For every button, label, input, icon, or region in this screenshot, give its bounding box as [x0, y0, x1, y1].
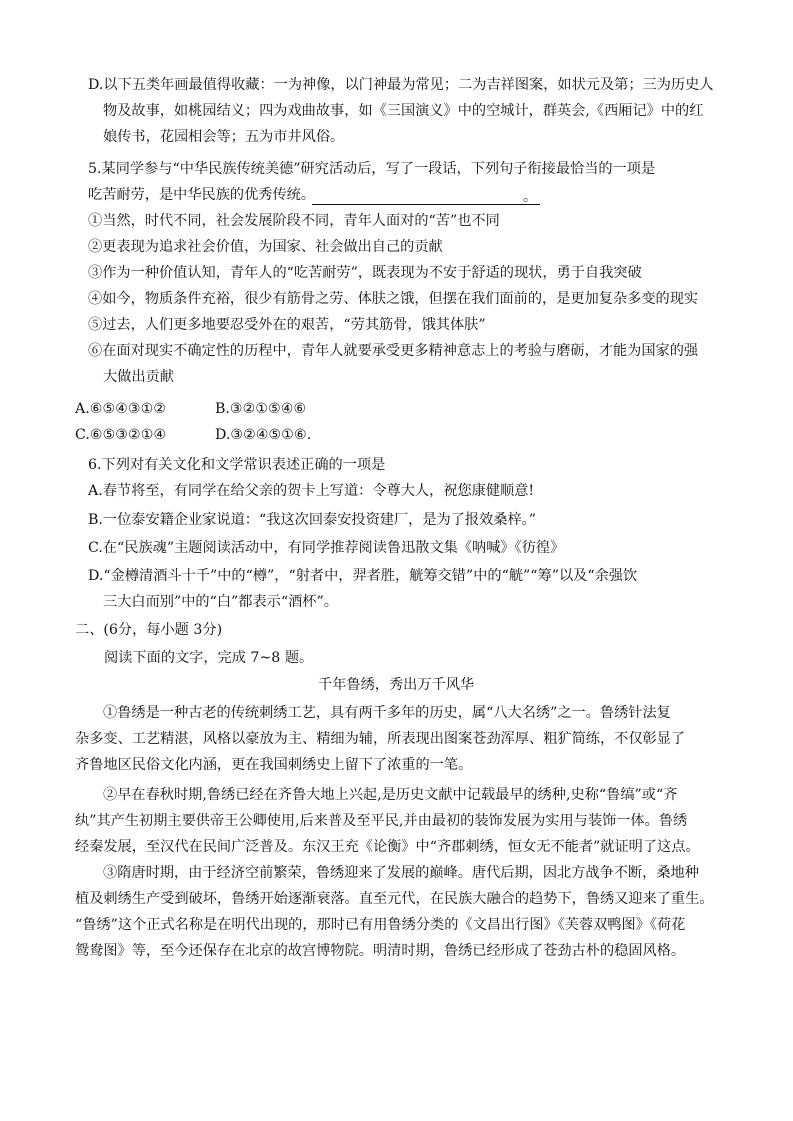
q5-stem: 5.某同学参与“中华民族传统美德”研究活动后，写了一段话，下列句子衔接最恰当的一项是: [88, 161, 656, 177]
q5-option-d: D.③②④⑤①⑥.: [215, 427, 312, 443]
paragraph-3-line1: ③隋唐时期，由于经济空前繁荣，鲁绣迎来了发展的巅峰。唐代后期，因北方战争不断，桑地种: [103, 865, 699, 881]
paragraph-1-line2: 杂多变、工艺精湛，风格以豪放为主、精细为辅，所表现出图案苍劲浑厚、粗犷简练，不仅彰显了: [75, 731, 686, 747]
q6-stem: 6.下列对有关文化和文学常识表述正确的一项是: [88, 457, 386, 473]
q6-option-a: A.春节将至，有同学在给父亲的贺卡上写道：令尊大人，祝您康健顺意!: [88, 483, 535, 499]
q5-sentence-6-line2: 大做出贡献: [103, 369, 174, 385]
article-title: 千年鲁绣，秀出万千风华: [318, 677, 475, 693]
q5-sentence-3: ③作为一种价值认知，青年人的“吃苦耐劳”，既表现为不安于舒适的现状，勇于自我突破: [88, 265, 642, 281]
reading-instruction: 阅读下面的文字，完成 7~8 题。: [104, 650, 314, 666]
q5-lead-sentence: 吃苦耐劳，是中华民族的优秀传统。: [88, 187, 316, 203]
q5-sentence-4: ④如今，物质条件充裕，很少有筋骨之劳、体肤之饿，但摆在我们面前的，是更加复杂多变的现实: [88, 291, 699, 307]
q5-sentence-2: ②更表现为追求社会价值，为国家、社会做出自己的贡献: [88, 239, 443, 255]
q5-sentence-6-line1: ⑥在面对现实不确定性的历程中，青年人就要承受更多精神意志上的考验与磨砺，才能为国家的强: [88, 343, 699, 359]
paragraph-2-line3: 经秦发展，至汉代在民间广泛普及。东汉王充《论衡》中“齐郡刺绣，恒女无不能者”就证明了这点。: [75, 839, 700, 855]
q4-option-d-line1: D.以下五类年画最值得收藏：一为神像，以门神最为常见；二为吉祥图案，如状元及第；三为历史人: [88, 77, 714, 93]
q4-option-d-line2: 物及故事，如桃园结义；四为戏曲故事，如《三国演义》中的空城计，群英会,《西厢记》中的红: [103, 103, 704, 119]
paragraph-2-line1: ②早在春秋时期,鲁绣已经在齐鲁大地上兴起,是历史文献中记载最早的绣种,史称“鲁缟”或“齐: [103, 787, 678, 803]
paragraph-2-line2: 纨”其产生初期主要供帝王公卿使用,后来普及至平民,并由最初的装饰发展为实用与装饰一体。鲁绣: [75, 813, 688, 829]
paragraph-3-line3: “鲁绣”这个正式名称是在明代出现的，那时已有用鲁绣分类的《文昌出行图》《芙蓉双鸭图》《荷花: [75, 917, 686, 933]
q6-option-c: C.在“民族魂”主题阅读活动中，有同学推荐阅读鲁迅散文集《呐喊》《彷徨》: [88, 540, 565, 556]
q5-answer-blank: [312, 189, 540, 205]
q6-option-d-line2: 三大白而别”中的“白”都表示“酒杯”。: [103, 594, 338, 610]
q4-option-d-line3: 娘传书，花园相会等；五为市井风俗。: [103, 129, 345, 145]
section-heading: 二、(6分，每小题 3分): [75, 622, 223, 638]
q5-option-a: A.⑥⑤④③①②: [75, 401, 167, 417]
q5-sentence-5: ⑤过去，人们更多地要忍受外在的艰苦，“劳其筋骨，饿其体肤”: [88, 317, 486, 333]
paragraph-3-line4: 鸳鸯图》等，至今还保存在北京的故宫博物院。明清时期，鲁绣已经形成了苍劲古朴的稳固风格。: [75, 943, 686, 959]
q5-option-c: C.⑥⑤③②①④: [75, 427, 167, 443]
q5-sentence-1: ①当然，时代不同，社会发展阶段不同，青年人面对的“苦”也不同: [88, 213, 500, 229]
q5-option-b: B.③②①⑤④⑥: [215, 401, 307, 417]
paragraph-1-line1: ①鲁绣是一种古老的传统刺绣工艺，具有两千多年的历史，属“八大名绣”之一。鲁绣针法复: [103, 705, 671, 721]
paragraph-3-line2: 植及刺绣生产受到破坏，鲁绣开始逐渐衰落。直至元代，在民族大融合的趋势下，鲁绣又迎来了重生。: [75, 891, 714, 907]
paragraph-1-line3: 齐鲁地区民俗文化内涵，更在我国刺绣史上留下了浓重的一笔。: [75, 757, 473, 773]
q5-blank-period: 。: [523, 189, 537, 205]
q6-option-b: B.一位泰安籍企业家说道：“我这次回泰安投资建厂，是为了报效桑梓。”: [88, 512, 536, 528]
q6-option-d-line1: D.“金樽清酒斗十千”中的“樽”，“射者中，羿者胜，觥筹交错”中的“觥”“筹”以及“余强饮: [88, 568, 638, 584]
